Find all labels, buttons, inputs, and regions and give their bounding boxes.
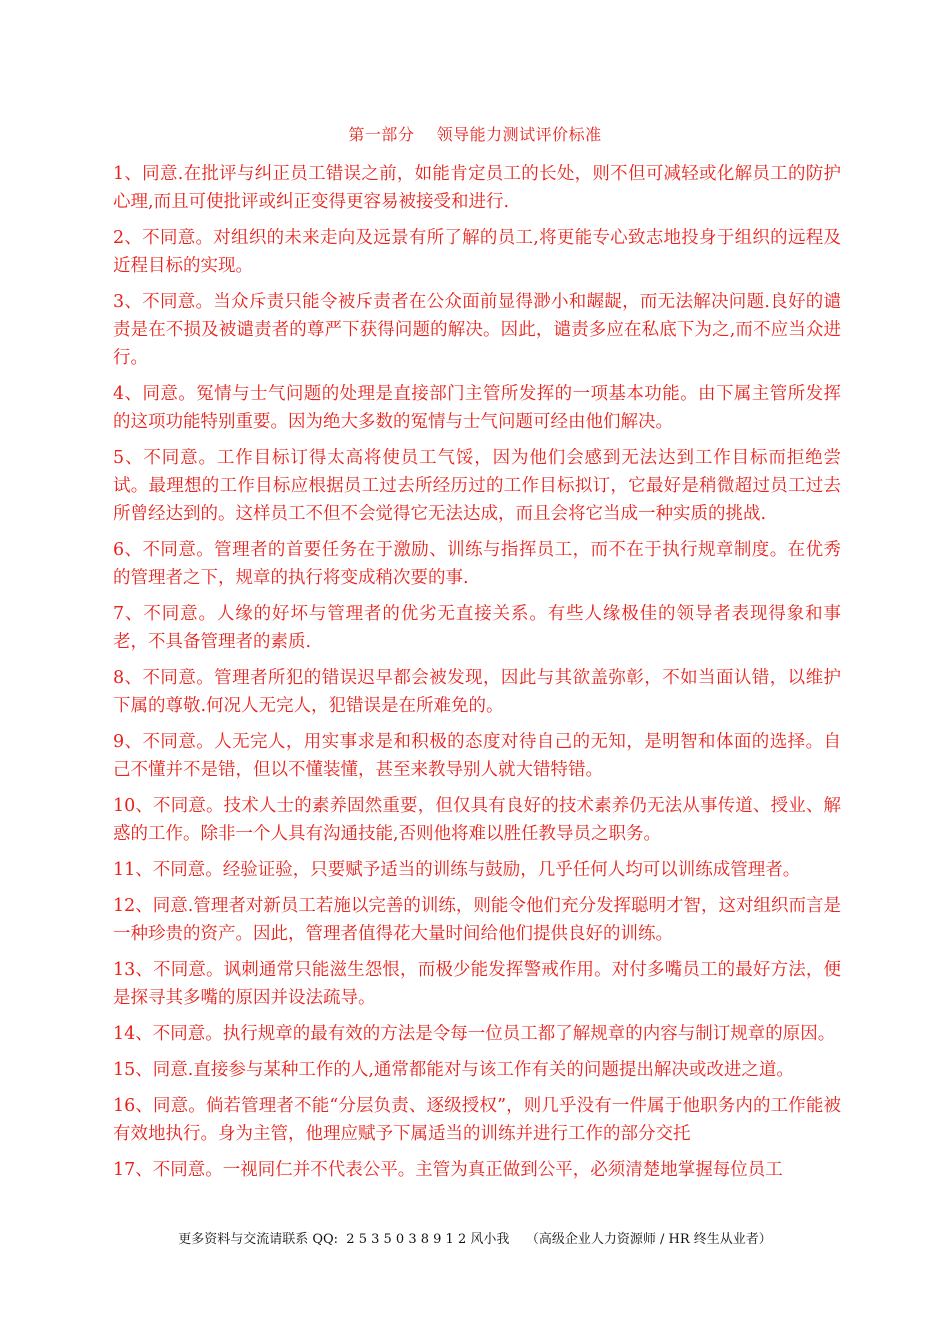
answer-list xyxy=(113,160,841,1192)
list-item: 16、同意。倘若管理者不能“分层负责、逐级授权”，则几乎没有一件属于他职务内的工作能被有效地执行。身为主管，他理应赋予下属适当的训练并进行工作的部分交托 xyxy=(113,1096,841,1144)
list-item: 14、不同意。执行规章的最有效的方法是令每一位员工都了解规章的内容与制订规章的原因。 xyxy=(113,1024,836,1044)
page-footer: 更多资料与交流请联系 QQ: 2 5 3 5 0 3 8 9 1 2 风小我 （高级企业人力资源师 / HR 终生从业者） xyxy=(178,1232,772,1247)
list-item: 7、不同意。人缘的好坏与管理者的优劣无直接关系。有些人缘极佳的领导者表现得象和事老，不具备管理者的素质. xyxy=(113,604,841,652)
list-item: 3、不同意。当众斥责只能令被斥责者在公众面前显得渺小和龌龊，而无法解决问题.良好的谴责是在不损及被谴责者的尊严下获得问题的解决。因此，谴责多应在私底下为之,而不应当众进行。 xyxy=(113,292,841,368)
list-item: 11、不同意。经验证验，只要赋予适当的训练与鼓励，几乎任何人均可以训练成管理者。 xyxy=(113,860,801,880)
list-item: 4、同意。冤情与士气问题的处理是直接部门主管所发挥的一项基本功能。由下属主管所发挥的这项功能特别重要。因为绝大多数的冤情与士气问题可经由他们解决。 xyxy=(113,384,841,432)
list-item: 15、同意.直接参与某种工作的人,通常都能对与该工作有关的问题提出解决或改进之道。 xyxy=(113,1060,794,1080)
list-item: 9、不同意。人无完人，用实事求是和积极的态度对待自己的无知，是明智和体面的选择。自己不懂并不是错，但以不懂装懂，甚至来教导别人就大错特错。 xyxy=(113,732,841,780)
list-item: 8、不同意。管理者所犯的错误迟早都会被发现，因此与其欲盖弥彰，不如当面认错，以维护下属的尊敬.何况人无完人，犯错误是在所难免的。 xyxy=(113,668,841,716)
list-item: 1、同意.在批评与纠正员工错误之前，如能肯定员工的长处，则不但可减轻或化解员工的防护心理,而且可使批评或纠正变得更容易被接受和进行. xyxy=(113,164,841,212)
list-item: 12、同意.管理者对新员工若施以完善的训练，则能令他们充分发挥聪明才智，这对组织而言是一种珍贵的资产。因此，管理者值得花大量时间给他们提供良好的训练。 xyxy=(113,896,841,944)
list-item: 13、不同意。讽刺通常只能滋生怨恨，而极少能发挥警戒作用。对付多嘴员工的最好方法，便是探寻其多嘴的原因并设法疏导。 xyxy=(113,960,841,1008)
list-item: 2、不同意。对组织的未来走向及远景有所了解的员工,将更能专心致志地投身于组织的远程及近程目标的实现。 xyxy=(113,228,841,276)
list-item: 10、不同意。技术人士的素养固然重要，但仅具有良好的技术素养仍无法从事传道、授业、解惑的工作。除非一个人具有沟通技能,否则他将难以胜任教导员之职务。 xyxy=(113,796,841,844)
page-title: 第一部分 领导能力测试评价标准 xyxy=(348,125,602,144)
list-item: 17、不同意。一视同仁并不代表公平。主管为真正做到公平，必须清楚地掌握每位员工 xyxy=(113,1160,783,1180)
list-item: 6、不同意。管理者的首要任务在于激励、训练与指挥员工，而不在于执行规章制度。在优秀的管理者之下，规章的执行将变成稍次要的事. xyxy=(113,540,841,588)
list-item: 5、不同意。工作目标订得太高将使员工气馁，因为他们会感到无法达到工作目标而拒绝尝试。最理想的工作目标应根据员工过去所经历过的工作目标拟订，它最好是稍微超过员工过去所曾经达到的。这样员工不但不会觉得它无法达成，而且会将它当成一种实质的挑战. xyxy=(113,448,841,524)
